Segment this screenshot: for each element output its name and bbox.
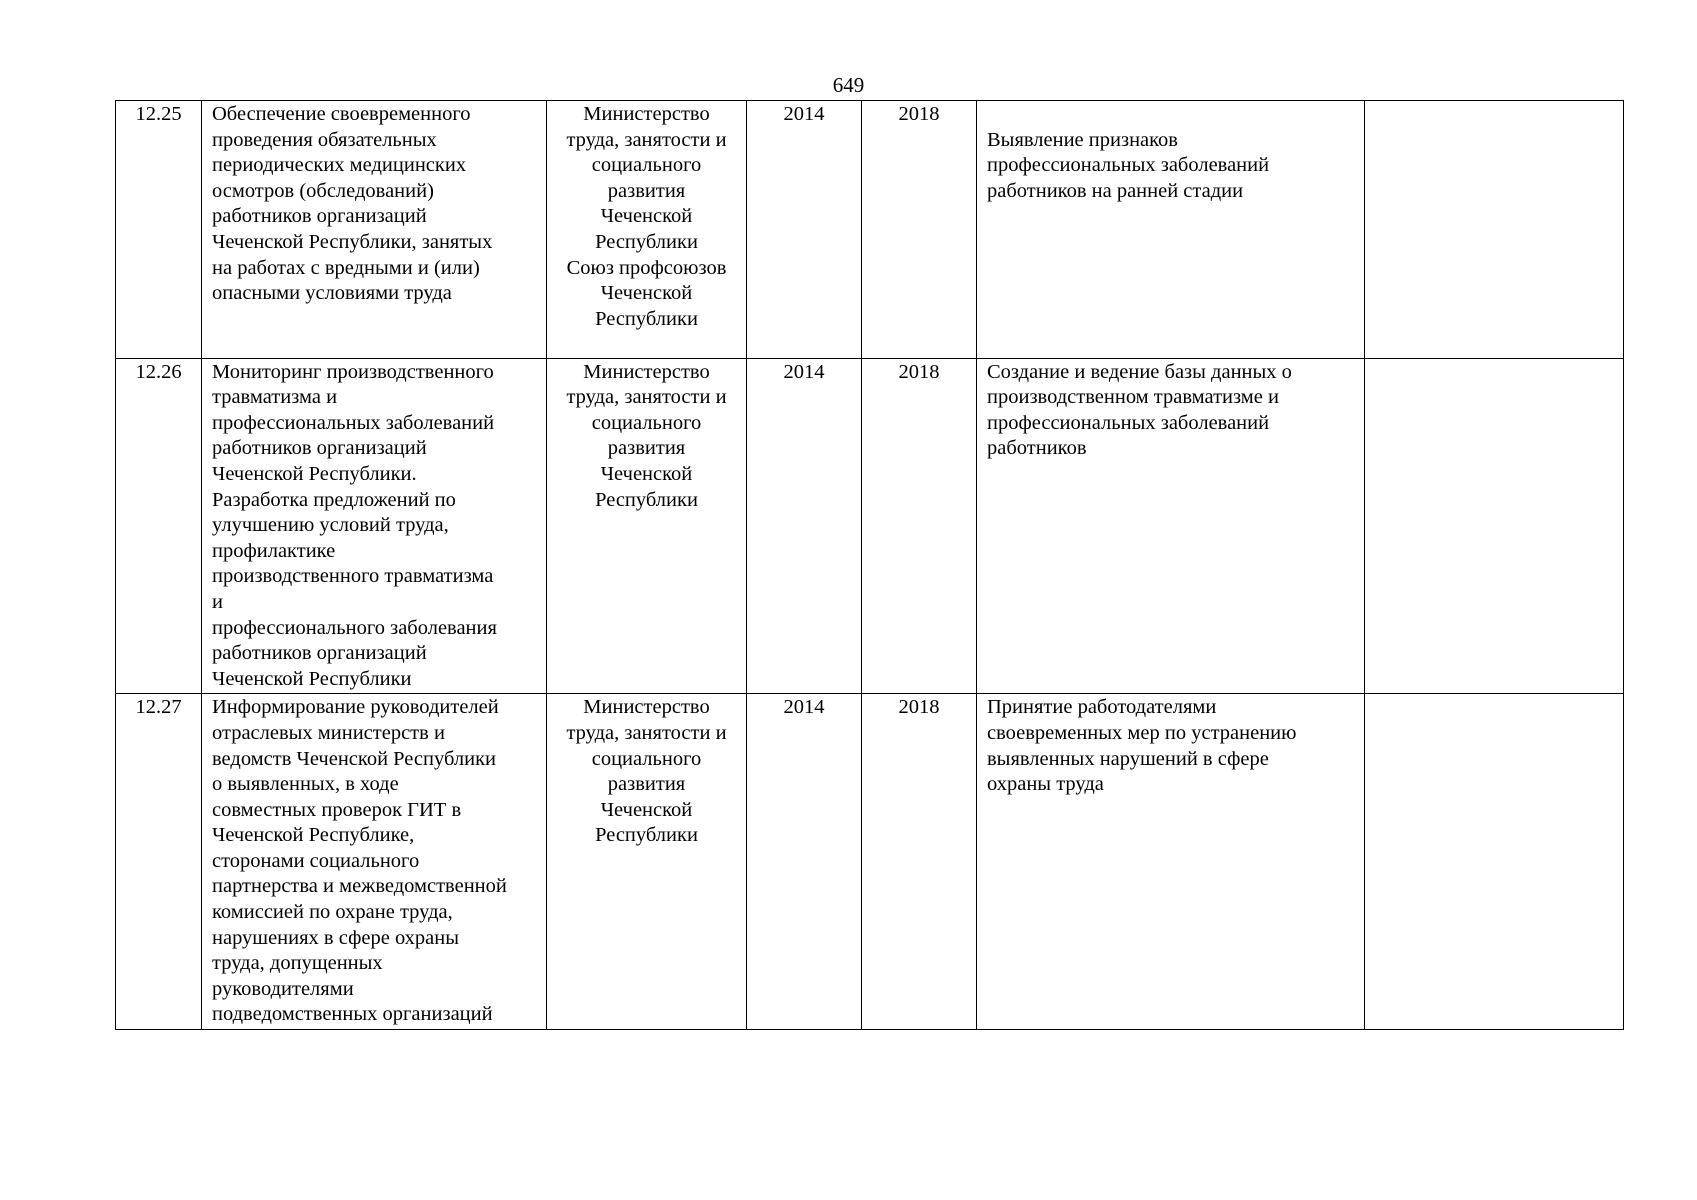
expected-result: Принятие работодателями своевременных мер по устранению выявленных нарушений в сфере охраны труда	[977, 694, 1365, 1030]
end-year: 2018	[862, 694, 977, 1030]
executor: Министерство труда, занятости и социального развития Чеченской Республики Союз профсоюзов Чеченской Республики	[547, 101, 747, 359]
item-number: 12.25	[116, 101, 202, 359]
expected-result: Выявление признаков профессиональных заболеваний работников на ранней стадии	[977, 101, 1365, 359]
measures-table	[115, 100, 1624, 1030]
table-row	[116, 694, 1624, 1030]
table-row	[116, 101, 1624, 359]
measure-description: Мониторинг производственного травматизма и профессиональных заболеваний работников организаций Чеченской Республики. Разработка предложений по улучшению условий труда, профилактике производственного травматизма и профессионального заболевания работников организаций Чеченской Республики	[202, 358, 547, 694]
start-year: 2014	[747, 694, 862, 1030]
page-number: 649	[832, 73, 865, 97]
executor: Министерство труда, занятости и социального развития Чеченской Республики	[547, 694, 747, 1030]
start-year: 2014	[747, 358, 862, 694]
measure-description: Информирование руководителей отраслевых министерств и ведомств Чеченской Республики о выявленных, в ходе совместных проверок ГИТ в Чеченской Республике, сторонами социального партнерства и межведомственной комиссией по охране труда, нарушениях в сфере охраны труда, допущенных руководителями подведомственных организаций	[202, 694, 547, 1030]
start-year: 2014	[747, 101, 862, 359]
measure-description: Обеспечение своевременного проведения обязательных периодических медицинских осмотров (обследований) работников организаций Чеченской Республики, занятых на работах с вредными и (или) опасными условиями труда	[202, 101, 547, 359]
end-year: 2018	[862, 101, 977, 359]
note-cell	[1365, 358, 1624, 694]
item-number: 12.26	[116, 358, 202, 694]
expected-result: Создание и ведение базы данных о производственном травматизме и профессиональных заболеваний работников	[977, 358, 1365, 694]
note-cell	[1365, 694, 1624, 1030]
executor: Министерство труда, занятости и социального развития Чеченской Республики	[547, 358, 747, 694]
item-number: 12.27	[116, 694, 202, 1030]
end-year: 2018	[862, 358, 977, 694]
table-row	[116, 358, 1624, 694]
note-cell	[1365, 101, 1624, 359]
